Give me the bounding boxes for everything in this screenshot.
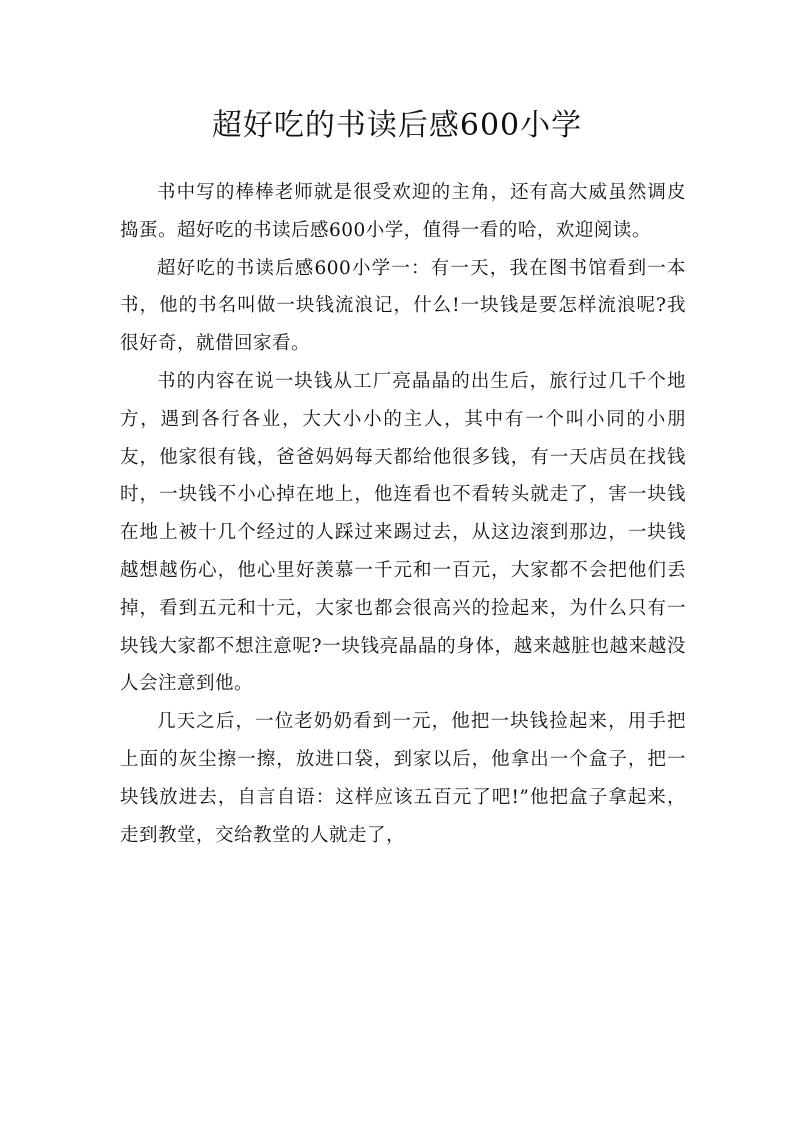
paragraph-3: 几天之后，一位老奶奶看到一元，他把一块钱捡起来，用手把上面的灰尘擦一擦，放进口袋，到家以后，他拿出一个盒子，把一块钱放进去，自言自语：这样应该五百元了吧!”他把盒子拿起来，走到教堂，交给教堂的人就走了， [120,711,686,846]
document-body [120,174,686,854]
paragraph-2: 书的内容在说一块钱从工厂亮晶晶的出生后，旅行过几千个地方，遇到各行各业，大大小小的主人，其中有一个叫小同的小朋友，他家很有钱，爸爸妈妈每天都给他很多钱，有一天店员在找钱时，一块钱不小心掉在地上，他连看也不看转头就走了，害一块钱在地上被十几个经过的人踩过来踢过去，从这边滚到那边，一块钱越想越伤心，他心里好羡慕一千元和一百元，大家都不会把他们丢掉，看到五元和十元，大家也都会很高兴的捡起来，为什么只有一块钱大家都不想注意呢?一块钱亮晶晶的身体，越来越脏也越来越没人会注意到他。 [120,370,686,695]
paragraph-1: 超好吃的书读后感600小学一：有一天，我在图书馆看到一本书，他的书名叫做一块钱流浪记，什么!一块钱是要怎样流浪呢?我很好奇，就借回家看。 [120,257,686,355]
page-title: 超好吃的书读后感600小学 [211,108,583,143]
paragraph-intro: 书中写的棒棒老师就是很受欢迎的主角，还有高大威虽然调皮捣蛋。超好吃的书读后感600小学，值得一看的哈，欢迎阅读。 [120,182,686,241]
